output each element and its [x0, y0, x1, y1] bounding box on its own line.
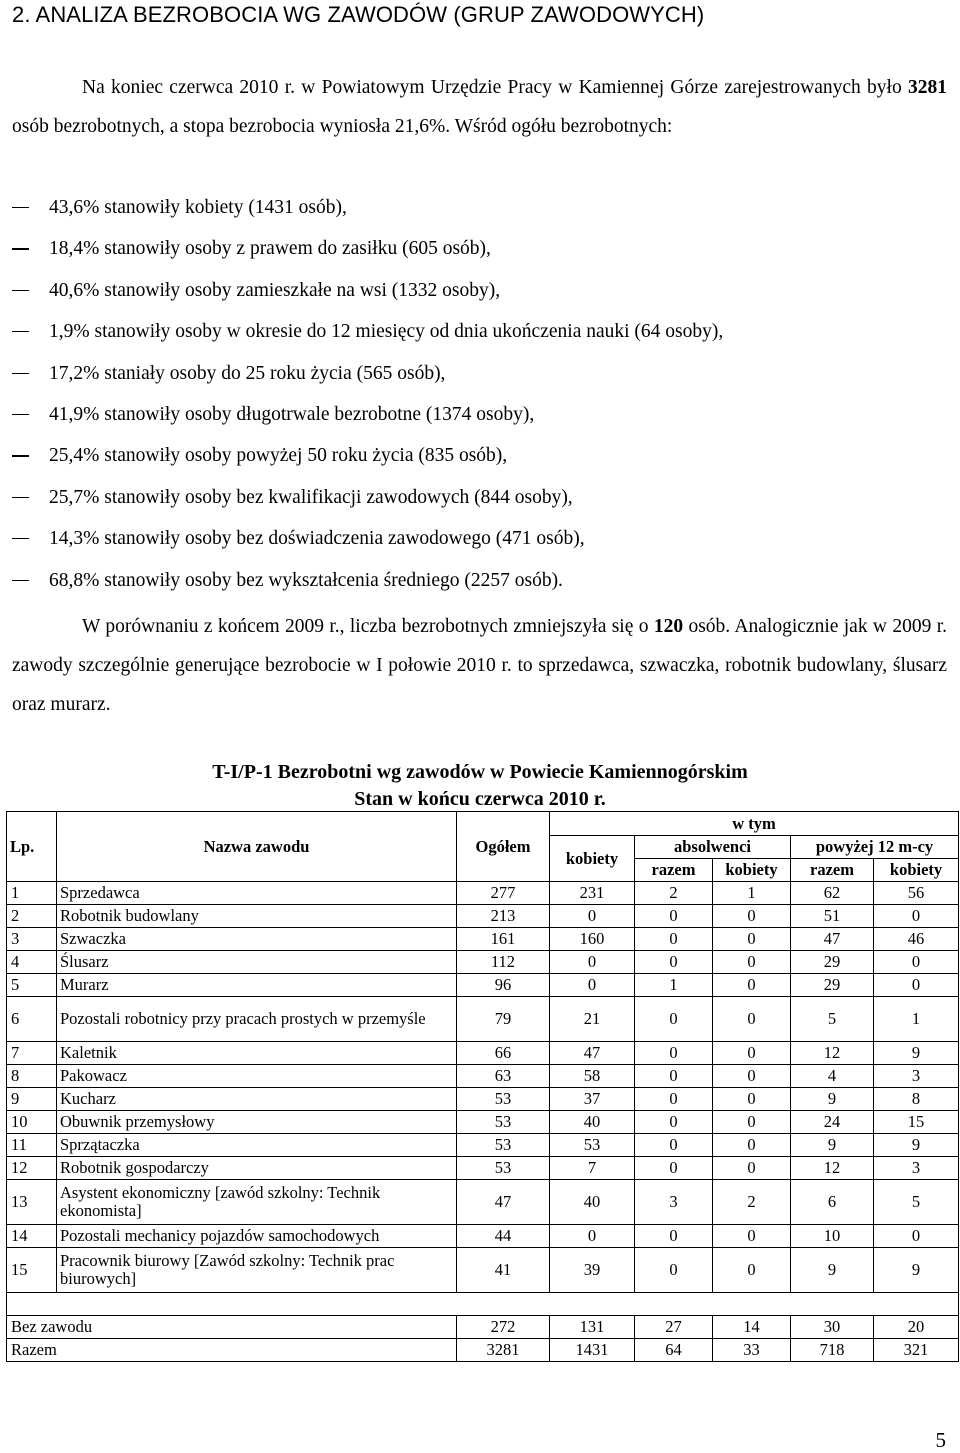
- graduates-women-cell: 0: [713, 1134, 791, 1157]
- graduates-total-cell: 0: [635, 1225, 713, 1248]
- table-row: [7, 928, 959, 951]
- long-term-total-cell: 718: [791, 1339, 874, 1362]
- list-item: [12, 311, 723, 352]
- table-row: [7, 905, 959, 928]
- header-graduates-total: razem: [635, 859, 713, 882]
- table-row: [7, 1157, 959, 1180]
- occupation-name-cell: Sprzedawca: [57, 882, 457, 905]
- dash-bullet-icon: [12, 248, 29, 249]
- dash-bullet-icon: [12, 290, 29, 291]
- comparison-text-2: osób. Analogicznie jak w 2009 r. zawody szczególnie generujące bezrobocie w I połowie 2010 r. to sprzedawca, szwaczka, robotnik budowlany, ślusarz oraz murarz.: [12, 616, 947, 715]
- lp-cell: 12: [7, 1157, 57, 1180]
- lp-cell: 1: [7, 882, 57, 905]
- long-term-women-cell: 56: [874, 882, 959, 905]
- list-item: [12, 477, 723, 518]
- long-term-women-cell: 9: [874, 1042, 959, 1065]
- women-cell: 231: [550, 882, 635, 905]
- lp-cell: 11: [7, 1134, 57, 1157]
- long-term-women-cell: 46: [874, 928, 959, 951]
- occupations-table: [6, 811, 959, 1362]
- graduates-total-cell: 0: [635, 928, 713, 951]
- total-cell: 66: [457, 1042, 550, 1065]
- graduates-women-cell: 0: [713, 997, 791, 1042]
- women-cell: 47: [550, 1042, 635, 1065]
- intro-paragraph: [12, 68, 947, 146]
- lp-cell: 9: [7, 1088, 57, 1111]
- occupation-name-cell: Pozostali mechanicy pojazdów samochodowych: [57, 1225, 457, 1248]
- long-term-total-cell: 51: [791, 905, 874, 928]
- women-cell: 7: [550, 1157, 635, 1180]
- list-item: [12, 353, 723, 394]
- list-item-text: 43,6% stanowiły kobiety (1431 osób),: [49, 197, 347, 218]
- graduates-women-cell: 2: [713, 1180, 791, 1225]
- long-term-total-cell: 62: [791, 882, 874, 905]
- table-row: [7, 951, 959, 974]
- total-cell: 44: [457, 1225, 550, 1248]
- total-cell: 53: [457, 1088, 550, 1111]
- occupation-name-cell: Obuwnik przemysłowy: [57, 1111, 457, 1134]
- table-row: [7, 1042, 959, 1065]
- women-cell: 21: [550, 997, 635, 1042]
- dash-bullet-icon: [12, 331, 29, 332]
- comparison-text-1: W porównaniu z końcem 2009 r., liczba bezrobotnych zmniejszyła się o: [82, 616, 654, 637]
- total-cell: 41: [457, 1248, 550, 1293]
- women-cell: 39: [550, 1248, 635, 1293]
- comparison-paragraph: [12, 607, 947, 724]
- summary-label-cell: Razem: [7, 1339, 457, 1362]
- long-term-women-cell: 0: [874, 1225, 959, 1248]
- total-cell: 53: [457, 1111, 550, 1134]
- header-lp: Lp.: [7, 812, 57, 882]
- graduates-total-cell: 0: [635, 1157, 713, 1180]
- occupation-name-cell: Murarz: [57, 974, 457, 997]
- header-over-12-months: powyżej 12 m-cy: [791, 836, 959, 859]
- graduates-women-cell: 0: [713, 905, 791, 928]
- summary-label-cell: Bez zawodu: [7, 1316, 457, 1339]
- total-cell: 63: [457, 1065, 550, 1088]
- list-item: [12, 518, 723, 559]
- header-women: kobiety: [550, 836, 635, 882]
- total-cell: 213: [457, 905, 550, 928]
- list-item-text: 25,7% stanowiły osoby bez kwalifikacji zawodowych (844 osoby),: [49, 486, 573, 508]
- graduates-women-cell: 0: [713, 974, 791, 997]
- dash-bullet-icon: [12, 414, 29, 415]
- women-cell: 0: [550, 1225, 635, 1248]
- table-caption-date: Stan w końcu czerwca 2010 r.: [354, 788, 606, 810]
- women-cell: 53: [550, 1134, 635, 1157]
- table-row: [7, 1065, 959, 1088]
- occupation-name-cell: Asystent ekonomiczny [zawód szkolny: Technik ekonomista]: [57, 1180, 457, 1225]
- header-of-which: w tym: [550, 812, 959, 836]
- long-term-total-cell: 9: [791, 1134, 874, 1157]
- long-term-women-cell: 0: [874, 905, 959, 928]
- graduates-total-cell: 0: [635, 951, 713, 974]
- graduates-women-cell: 33: [713, 1339, 791, 1362]
- statistics-list: [12, 187, 723, 601]
- graduates-women-cell: 0: [713, 1248, 791, 1293]
- list-item-text: 25,4% stanowiły osoby powyżej 50 roku życia (835 osób),: [49, 445, 508, 467]
- list-item-text: 14,3% stanowiły osoby bez doświadczenia zawodowego (471 osób),: [49, 528, 585, 550]
- occupation-name-cell: Kucharz: [57, 1088, 457, 1111]
- graduates-women-cell: 0: [713, 1042, 791, 1065]
- intro-text-1: Na koniec czerwca 2010 r. w Powiatowym Urzędzie Pracy w Kamiennej Górze zarejestrowanych było: [82, 77, 908, 98]
- women-cell: 0: [550, 905, 635, 928]
- header-total: Ogółem: [457, 812, 550, 882]
- graduates-women-cell: 0: [713, 951, 791, 974]
- list-item: [12, 394, 723, 435]
- long-term-women-cell: 321: [874, 1339, 959, 1362]
- dash-bullet-icon: [12, 497, 29, 498]
- long-term-women-cell: 9: [874, 1248, 959, 1293]
- table-row: [7, 1111, 959, 1134]
- total-cell: 161: [457, 928, 550, 951]
- graduates-women-cell: 0: [713, 1111, 791, 1134]
- lp-cell: 4: [7, 951, 57, 974]
- long-term-total-cell: 12: [791, 1157, 874, 1180]
- lp-cell: 15: [7, 1248, 57, 1293]
- long-term-women-cell: 8: [874, 1088, 959, 1111]
- total-cell: 3281: [457, 1339, 550, 1362]
- long-term-total-cell: 6: [791, 1180, 874, 1225]
- total-cell: 277: [457, 882, 550, 905]
- lp-cell: 7: [7, 1042, 57, 1065]
- header-long-term-total: razem: [791, 859, 874, 882]
- list-item-text: 41,9% stanowiły osoby długotrwale bezrobotne (1374 osoby),: [49, 403, 535, 425]
- total-cell: 79: [457, 997, 550, 1042]
- occupation-name-cell: Sprzątaczka: [57, 1134, 457, 1157]
- total-cell: 53: [457, 1134, 550, 1157]
- occupation-name-cell: Robotnik gospodarczy: [57, 1157, 457, 1180]
- long-term-women-cell: 15: [874, 1111, 959, 1134]
- long-term-total-cell: 4: [791, 1065, 874, 1088]
- graduates-total-cell: 64: [635, 1339, 713, 1362]
- long-term-total-cell: 30: [791, 1316, 874, 1339]
- table-caption-title: T-I/P-1 Bezrobotni wg zawodów w Powiecie Kamiennogórskim: [212, 761, 748, 783]
- header-occupation-name: Nazwa zawodu: [57, 812, 457, 882]
- table-row: [7, 1134, 959, 1157]
- graduates-total-cell: 1: [635, 974, 713, 997]
- page-number: 5: [935, 1428, 946, 1452]
- list-item: [12, 228, 723, 269]
- total-cell: 272: [457, 1316, 550, 1339]
- lp-cell: 14: [7, 1225, 57, 1248]
- women-cell: 0: [550, 951, 635, 974]
- long-term-total-cell: 47: [791, 928, 874, 951]
- graduates-total-cell: 3: [635, 1180, 713, 1225]
- occupation-name-cell: Pozostali robotnicy przy pracach prostych w przemyśle: [57, 997, 457, 1042]
- occupation-name-cell: Szwaczka: [57, 928, 457, 951]
- graduates-women-cell: 0: [713, 1157, 791, 1180]
- summary-row: [7, 1316, 959, 1339]
- lp-cell: 10: [7, 1111, 57, 1134]
- blank-row: [7, 1293, 959, 1316]
- table-row: [7, 1180, 959, 1225]
- long-term-women-cell: 0: [874, 951, 959, 974]
- header-long-term-women: kobiety: [874, 859, 959, 882]
- graduates-total-cell: 27: [635, 1316, 713, 1339]
- header-graduates: absolwenci: [635, 836, 791, 859]
- table-row: [7, 1225, 959, 1248]
- long-term-total-cell: 29: [791, 951, 874, 974]
- graduates-total-cell: 2: [635, 882, 713, 905]
- occupation-name-cell: Robotnik budowlany: [57, 905, 457, 928]
- graduates-women-cell: 0: [713, 1088, 791, 1111]
- dash-bullet-icon: [12, 207, 29, 208]
- list-item-text: 68,8% stanowiły osoby bez wykształcenia średniego (2257 osób).: [49, 569, 563, 591]
- graduates-total-cell: 0: [635, 1134, 713, 1157]
- graduates-total-cell: 0: [635, 1042, 713, 1065]
- long-term-women-cell: 3: [874, 1065, 959, 1088]
- dash-bullet-icon: [12, 538, 29, 539]
- list-item: [12, 270, 723, 311]
- women-cell: 160: [550, 928, 635, 951]
- summary-row: [7, 1339, 959, 1362]
- long-term-women-cell: 20: [874, 1316, 959, 1339]
- lp-cell: 2: [7, 905, 57, 928]
- graduates-total-cell: 0: [635, 1088, 713, 1111]
- list-item-text: 1,9% stanowiły osoby w okresie do 12 miesięcy od dnia ukończenia nauki (64 osoby),: [49, 321, 724, 343]
- lp-cell: 8: [7, 1065, 57, 1088]
- list-item-text: 18,4% stanowiły osoby z prawem do zasiłku (605 osób),: [49, 238, 491, 260]
- graduates-total-cell: 0: [635, 1065, 713, 1088]
- graduates-women-cell: 1: [713, 882, 791, 905]
- section-heading: 2. ANALIZA BEZROBOCIA WG ZAWODÓW (GRUP ZAWODOWYCH): [12, 2, 705, 27]
- intro-text-2: osób bezrobotnych, a stopa bezrobocia wyniosła 21,6%. Wśród ogółu bezrobotnych:: [12, 116, 673, 137]
- women-cell: 1431: [550, 1339, 635, 1362]
- total-cell: 47: [457, 1180, 550, 1225]
- header-graduates-women: kobiety: [713, 859, 791, 882]
- long-term-total-cell: 9: [791, 1248, 874, 1293]
- women-cell: 40: [550, 1180, 635, 1225]
- long-term-total-cell: 5: [791, 997, 874, 1042]
- blank-cell: [7, 1293, 959, 1316]
- long-term-total-cell: 29: [791, 974, 874, 997]
- graduates-total-cell: 0: [635, 905, 713, 928]
- decrease-count: 120: [653, 616, 684, 637]
- graduates-women-cell: 0: [713, 1065, 791, 1088]
- table-row: [7, 974, 959, 997]
- dash-bullet-icon: [12, 455, 29, 456]
- table-row: [7, 997, 959, 1042]
- occupation-name-cell: Kaletnik: [57, 1042, 457, 1065]
- table-row: [7, 882, 959, 905]
- list-item: [12, 435, 723, 476]
- total-cell: 96: [457, 974, 550, 997]
- total-cell: 53: [457, 1157, 550, 1180]
- graduates-total-cell: 0: [635, 1248, 713, 1293]
- lp-cell: 13: [7, 1180, 57, 1225]
- list-item-text: 17,2% staniały osoby do 25 roku życia (565 osób),: [49, 362, 446, 384]
- long-term-women-cell: 3: [874, 1157, 959, 1180]
- long-term-women-cell: 9: [874, 1134, 959, 1157]
- graduates-women-cell: 14: [713, 1316, 791, 1339]
- lp-cell: 6: [7, 997, 57, 1042]
- women-cell: 0: [550, 974, 635, 997]
- list-item: [12, 187, 723, 228]
- unemployed-count: 3281: [908, 77, 947, 98]
- list-item: [12, 560, 723, 601]
- table-row: [7, 1088, 959, 1111]
- long-term-total-cell: 9: [791, 1088, 874, 1111]
- total-cell: 112: [457, 951, 550, 974]
- women-cell: 37: [550, 1088, 635, 1111]
- occupation-name-cell: Pakowacz: [57, 1065, 457, 1088]
- graduates-women-cell: 0: [713, 1225, 791, 1248]
- dash-bullet-icon: [12, 580, 29, 581]
- long-term-total-cell: 12: [791, 1042, 874, 1065]
- long-term-total-cell: 24: [791, 1111, 874, 1134]
- long-term-women-cell: 5: [874, 1180, 959, 1225]
- lp-cell: 5: [7, 974, 57, 997]
- table-row: [7, 1248, 959, 1293]
- women-cell: 131: [550, 1316, 635, 1339]
- graduates-total-cell: 0: [635, 997, 713, 1042]
- occupation-name-cell: Ślusarz: [57, 951, 457, 974]
- graduates-women-cell: 0: [713, 928, 791, 951]
- lp-cell: 3: [7, 928, 57, 951]
- long-term-total-cell: 10: [791, 1225, 874, 1248]
- women-cell: 58: [550, 1065, 635, 1088]
- long-term-women-cell: 0: [874, 974, 959, 997]
- graduates-total-cell: 0: [635, 1111, 713, 1134]
- list-item-text: 40,6% stanowiły osoby zamieszkałe na wsi (1332 osoby),: [49, 279, 501, 301]
- long-term-women-cell: 1: [874, 997, 959, 1042]
- women-cell: 40: [550, 1111, 635, 1134]
- occupation-name-cell: Pracownik biurowy [Zawód szkolny: Technik prac biurowych]: [57, 1248, 457, 1293]
- dash-bullet-icon: [12, 373, 29, 374]
